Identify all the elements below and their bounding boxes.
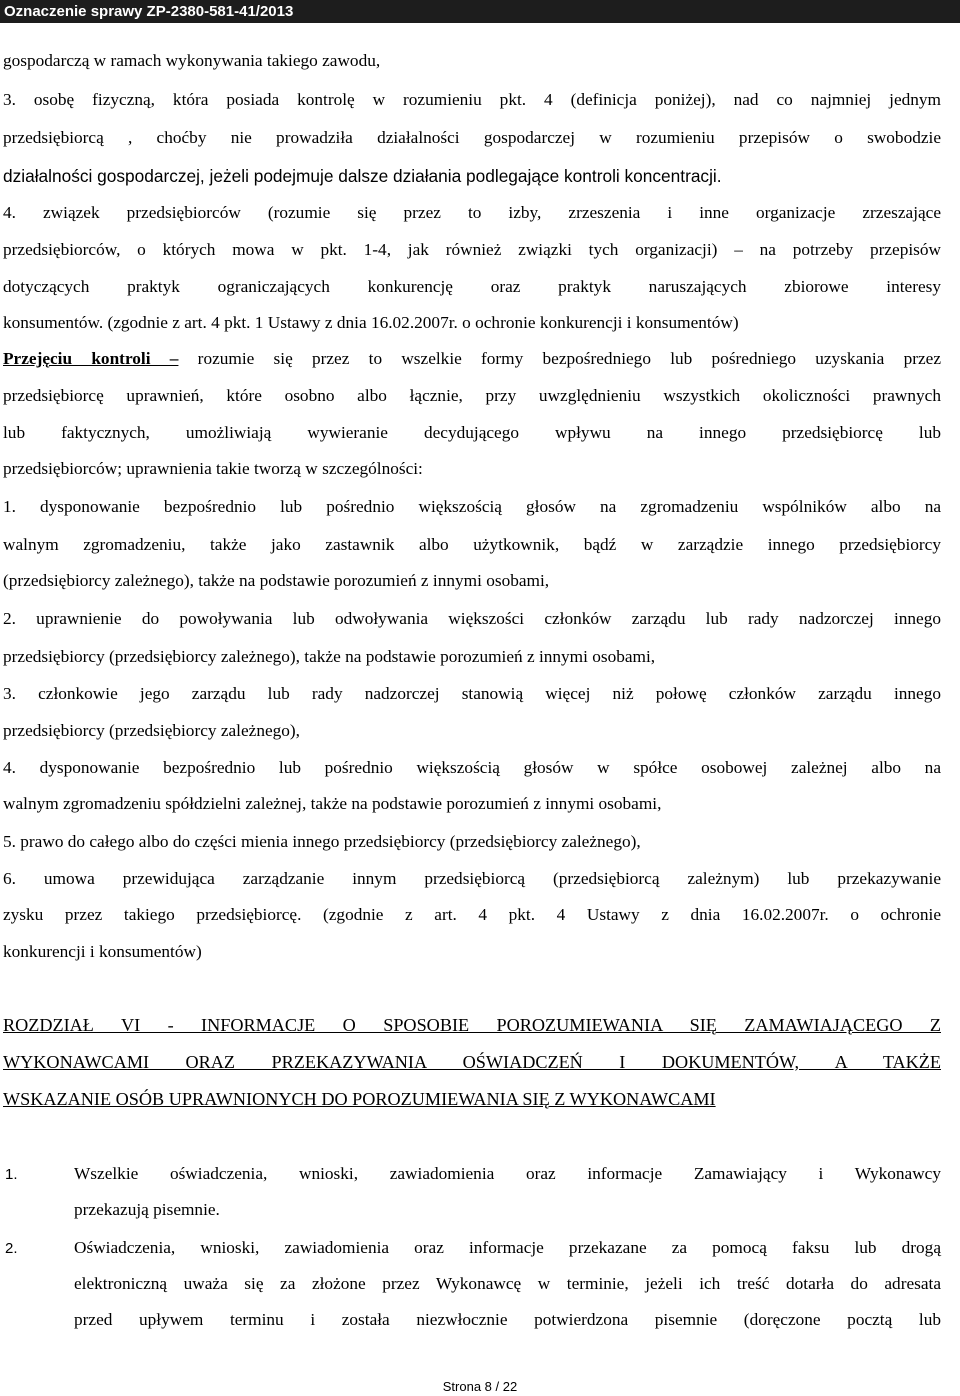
list-item-number: 1. [5,1166,18,1183]
text-line: walnym zgromadzeniu, także jako zastawnik albo użytkownik, bądź w zarządzie innego przedsiębiorcy [3,535,941,554]
list-item-line: elektroniczną uważa się za złożone przez Wykonawcę w terminie, jeżeli ich treść dotarła do adresata [74,1274,941,1293]
text-line: 1. dysponowanie bezpośrednio lub pośrednio większością głosów na zgromadzeniu wspólników albo na [3,497,941,516]
text-line: 6. umowa przewidująca zarządzanie innym przedsiębiorcą (przedsiębiorcą zależnym) lub przekazywanie [3,869,941,888]
list-item-line: przekazują pisemnie. [74,1200,220,1219]
text-line: przedsiębiorcę uprawnień, które osobno albo łącznie, przy uwzględnieniu wszystkich okoliczności prawnych [3,386,941,405]
text-line: 5. prawo do całego albo do części mienia innego przedsiębiorcy (przedsiębiorcy zależnego), [3,832,641,851]
text-line: przedsiębiorcą , choćby nie prowadziła działalności gospodarczej w rozumieniu przepisów o swobodzie [3,128,941,147]
section-heading-line: WSKAZANIE OSÓB UPRAWNIONYCH DO POROZUMIEWANIA SIĘ Z WYKONAWCAMI [3,1089,716,1109]
text-line: 4. związek przedsiębiorców (rozumie się przez to izby, zrzeszenia i inne organizacje zrzeszające [3,203,941,222]
page-number: Strona 8 / 22 [442,1379,518,1394]
text-line: gospodarczą w ramach wykonywania takiego zawodu, [3,51,381,70]
defined-term: Przejęciu kontroli – [3,349,179,368]
list-item-line: Oświadczenia, wnioski, zawiadomienia oraz informacje przekazane za pomocą faksu lub drogą [74,1238,941,1257]
text-line: 4. dysponowanie bezpośrednio lub pośrednio większością głosów w spółce osobowej zależnej albo na [3,758,941,777]
text-line: działalności gospodarczej, jeżeli podejmuje dalsze działania podlegające kontroli koncentracji. [3,166,722,186]
text-line: konsumentów. (zgodnie z art. 4 pkt. 1 Ustawy z dnia 16.02.2007r. o ochronie konkurencji i konsumentów) [3,313,739,332]
text-line: lub faktycznych, umożliwiają wywieranie decydującego wpływu na innego przedsiębiorcę lub [3,423,941,442]
text-line: 2. uprawnienie do powoływania lub odwoływania większości członków zarządu lub rady nadzorczej innego [3,609,941,628]
text-line: konkurencji i konsumentów) [3,942,202,961]
definition-text: rozumie się przez to wszelkie formy bezpośredniego lub pośredniego uzyskania przez [178,349,941,368]
list-item-number: 2. [5,1240,18,1257]
definition-line [3,347,941,371]
text-line: dotyczących praktyk ograniczających konkurencję oraz praktyk naruszających zbiorowe interesy [3,277,941,296]
list-item-line: przed upływem terminu i została niezwłocznie potwierdzona pisemnie (doręczone pocztą lub [74,1310,941,1329]
text-line: 3. osobę fizyczną, która posiada kontrolę w rozumieniu pkt. 4 (definicja poniżej), nad co najmniej jednym [3,90,941,109]
text-line: 3. członkowie jego zarządu lub rady nadzorczej stanowią więcej niż połowę członków zarządu innego [3,684,941,703]
text-line: przedsiębiorców, o których mowa w pkt. 1-4, jak również związki tych organizacji) – na potrzeby przepisów [3,240,941,259]
text-line: walnym zgromadzeniu spółdzielni zależnej, także na podstawie porozumień z innymi osobami, [3,794,662,813]
document-header: Oznaczenie sprawy ZP-2380-581-41/2013 [0,0,960,23]
text-line: (przedsiębiorcy zależnego), także na podstawie porozumień z innymi osobami, [3,571,550,590]
section-heading-line: WYKONAWCAMI ORAZ PRZEKAZYWANIA OŚWIADCZEŃ I DOKUMENTÓW, A TAKŻE [3,1052,941,1072]
list-item-line: Wszelkie oświadczenia, wnioski, zawiadomienia oraz informacje Zamawiający i Wykonawcy [74,1164,941,1183]
section-heading-line: ROZDZIAŁ VI - INFORMACJE O SPOSOBIE POROZUMIEWANIA SIĘ ZAMAWIAJĄCEGO Z [3,1015,941,1035]
text-line: przedsiębiorców; uprawnienia takie tworzą w szczególności: [3,459,423,478]
text-line: zysku przez takiego przedsiębiorcę. (zgodnie z art. 4 pkt. 4 Ustawy z dnia 16.02.2007r. o ochronie [3,905,941,924]
text-line: przedsiębiorcy (przedsiębiorcy zależnego), [3,721,300,740]
text-line: przedsiębiorcy (przedsiębiorcy zależnego), także na podstawie porozumień z innymi osobami, [3,647,656,666]
